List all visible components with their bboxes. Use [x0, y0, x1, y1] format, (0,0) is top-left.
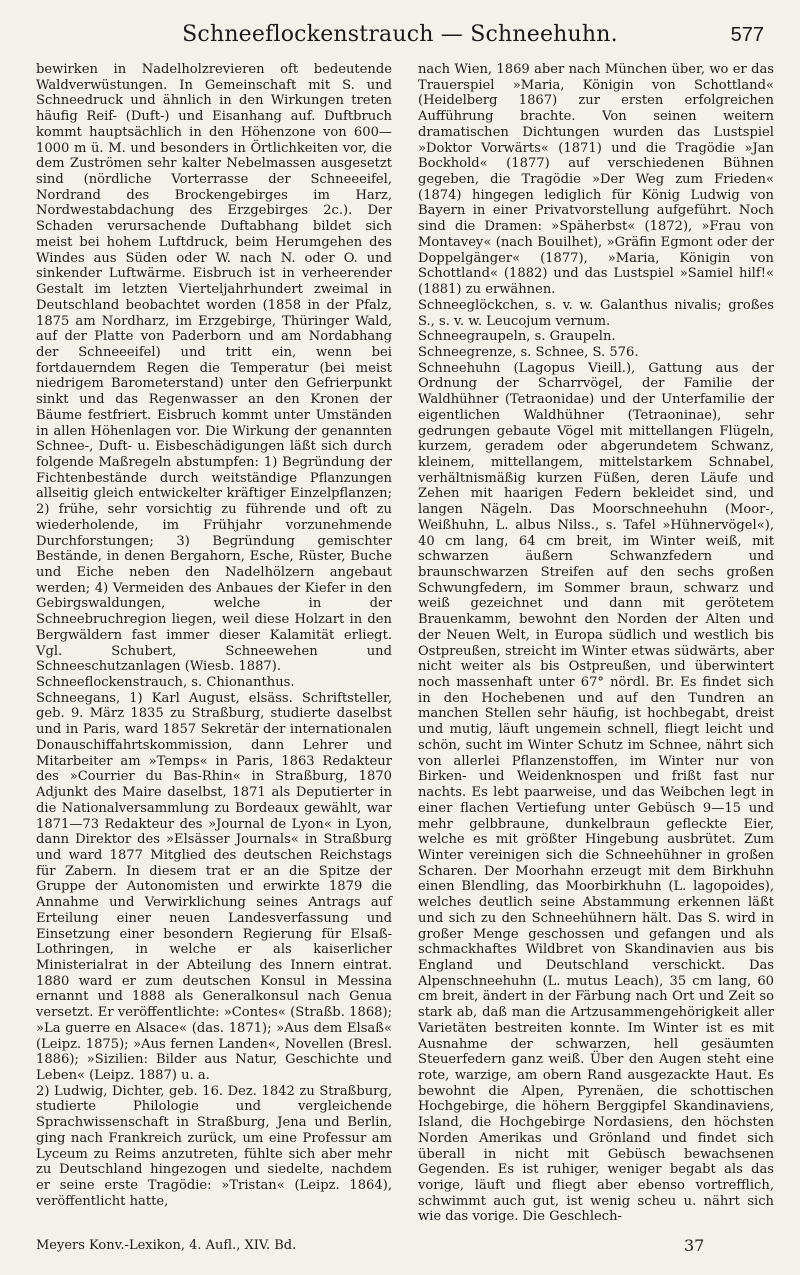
entry-schneegloeckchen: Schneeglöckchen, s. v. w. Galanthus nivalis; großes S., s. v. w. Leucojum vernum. [418, 297, 774, 329]
entry-schneeflockenstrauch: Schneeflockenstrauch, s. Chionanthus. [36, 675, 295, 691]
running-title: Schneeflockenstrauch — Schneehuhn. [182, 22, 618, 47]
signature-mark: 37 [684, 1236, 705, 1255]
entry-schneegraupeln: Schneegraupeln, s. Graupeln. [418, 329, 616, 345]
left-column [36, 62, 392, 1209]
entry-schneegans-karl-august: Schneegans, 1) Karl August, elsäss. Schriftsteller, geb. 9. März 1835 zu Straßburg, studierte daselbst und in Paris, ward 1857 Sekretär der internationalen Donauschiffahrtskommission, dann Lehrer und Mitarbeiter am »Temps« in Paris, 1863 Redakteur des »Courrier du Bas-Rhin« in Straßburg, 1870 Adjunkt des Maire daselbst, 1871 als Deputierter in die Nationalversammlung zu Bordeaux gewählt, war 1871—73 Redakteur des »Journal de Lyon« in Lyon, dann Direktor des »Elsässer Journals« in Straßburg und ward 1877 Mitglied des deutschen Reichstags für Zabern. In diesem trat er an die Spitze der Gruppe der Autonomisten und erwirkte 1879 die Annahme und Verwirklichung seines Antrags auf Erteilung einer neuen Landesverfassung und Einsetzung einer besondern Regierung für Elsaß-Lothringen, in welche er als kaiserlicher Ministerialrat in der Abteilung des Innern eintrat. 1880 ward er zum deutschen Konsul in Messina ernannt und 1888 als Generalkonsul nach Genua versetzt. Er veröffentlichte: »Contes« (Straßb. 1868); »La guerre en Alsace« (das. 1871); »Aus dem Elsaß« (Leipz. 1875); »Aus fernen Landen«, Novellen (Bresl. 1886); »Sizilien: Bilder aus Natur, Geschichte und Leben« (Leipz. 1887) u. a. [36, 690, 392, 1083]
page-header [0, 22, 800, 62]
right-column [418, 62, 774, 1225]
page-number: 577 [730, 24, 764, 46]
source-line: Meyers Konv.-Lexikon, 4. Aufl., XIV. Bd. [36, 1238, 297, 1253]
entry-continuation-ludwig: nach Wien, 1869 aber nach München über, wo er das Trauerspiel »Maria, Königin von Schottland« (Heidelberg 1867) zur ersten erfolgreichen Aufführung brachte. Von seinen weitern dramatischen Dichtungen wurden das Lustspiel »Doktor Vorwärts« (1871) und die Tragödie »Jan Bockhold« (1877) auf verschiedenen Bühnen gegeben, die Tragödie »Der Weg zum Frieden« (1874) hingegen lediglich für König Ludwig von Bayern in einer Privatvorstellung aufgeführt. Noch sind die Dramen: »Späherbst« (1872), »Frau von Montavey« (nach Bouilhet), »Gräfin Egmont oder der Doppelgänger« (1877), »Maria, Königin von Schottland« (1882) und das Lustspiel »Samiel hilf!« (1881) zu erwähnen. [418, 62, 774, 298]
entry-schneegrenze: Schneegrenze, s. Schnee, S. 576. [418, 344, 639, 360]
page-footer [36, 1238, 764, 1260]
entry-schneegans-ludwig: 2) Ludwig, Dichter, geb. 16. Dez. 1842 zu Straßburg, studierte Philologie und vergleichende Sprachwissenschaft in Straßburg, Jena und Berlin, ging nach Frankreich zurück, um eine Professur am Lyceum zu Reims anzutreten, fühlte sich aber mehr zu Deutschland hingezogen und siedelte, nachdem er seine erste Tragödie: »Tristan« (Leipz. 1864), veröffentlicht hatte, [36, 1083, 392, 1209]
entry-continuation-schnee: bewirken in Nadelholzrevieren oft bedeutende Waldverwüstungen. In Gemeinschaft mit S. und Schneedruck und ähnlich in den Wirkungen treten häufig Reif- (Duft-) und Eisanhang auf. Duftbruch kommt hauptsächlich in den Höhenzone von 600—1000 m ü. M. und besonders in Örtlichkeiten vor, die dem Zuströmen sehr kalter Nebelmassen ausgesetzt sind (nördliche Vorterrasse der Schneeeifel, Nordrand des Brockengebirges im Harz, Nordwestabdachung des Erzgebirges 2c.). Der Schaden verursachende Duftabhang bildet sich meist bei hohem Luftdruck, beim Herumgehen des Windes aus Süden oder W. nach N. oder O. und sinkender Luftwärme. Eisbruch ist in verheerender Gestalt im letzten Vierteljahrhundert zweimal in Deutschland beobachtet worden (1858 in der Pfalz, 1875 am Nordharz, im Erzgebirge, Thüringer Wald, auf der Platte von Paderborn und am Nordabhang der Schneeeifel) und tritt ein, wenn bei fortdauerndem Regen die Temperatur (bei meist niedrigem Barometerstand) unter den Gefrierpunkt sinkt und das Regenwasser an den Kronen der Bäume festfriert. Eisbruch kommt unter Umständen in allen Höhenlagen vor. Die Wirkung der genannten Schnee-, Duft- u. Eisbeschädigungen läßt sich durch folgende Maßregeln abstumpfen: 1) Begründung der Fichtenbestände durch weitständige Pflanzungen allseitig gleich entwickelter kräftiger Einzelpflanzen; 2) frühe, sehr vorsichtig zu führende und oft zu wiederholende, im Frühjahr vorzunehmende Durchforstungen; 3) Begründung gemischter Bestände, in denen Bergahorn, Esche, Rüster, Buche und Eiche neben den Nadelhölzern angebaut werden; 4) Vermeiden des Anbaues der Kiefer in den Gebirgswaldungen, welche in der Schneebruchregion liegen, weil diese Holzart in den Bergwäldern fast immer dieser Kalamität erliegt. Vgl. Schubert, Schneewehen und Schneeschutzanlagen (Wiesb. 1887). [36, 62, 392, 675]
entry-schneehuhn: Schneehuhn (Lagopus Vieill.), Gattung aus der Ordnung der Scharrvögel, der Familie der Waldhühner (Tetraonidae) und der Unterfamilie der eigentlichen Waldhühner (Tetraoninae), sehr gedrungen gebaute Vögel mit mittellangen Flügeln, kurzem, geradem oder abgerundetem Schwanz, kleinem, mittellangem, mittelstarkem Schnabel, verhältnismäßig kurzen Füßen, deren Läufe und Zehen mit haarigen Federn bekleidet sind, und langen Nägeln. Das Moorschneehuhn (Moor-, Weißhuhn, L. albus Nilss., s. Tafel »Hühnervögel«), 40 cm lang, 64 cm breit, im Winter weiß, mit schwarzen äußern Schwanzfedern und braunschwarzen Streifen auf den sechs großen Schwungfedern, im Sommer braun, schwarz und weiß gezeichnet und dann mit gerötetem Brauenkamm, bewohnt den Norden der Alten und der Neuen Welt, in Europa südlich und westlich bis Ostpreußen, streicht im Winter etwas südwärts, aber nicht weiter als bis Ostpreußen, und überwintert noch massenhaft unter 67° nördl. Br. Es findet sich in den Hochebenen und auf den Tundren an manchen Stellen sehr häufig, ist hochbegabt, dreist und mutig, läuft ungemein schnell, fliegt leicht und schön, sucht im Winter Schutz im Schnee, nährt sich von allerlei Pflanzenstoffen, im Winter nur von Birken- und Weidenknospen und frißt fast nur nachts. Es lebt paarweise, und das Weibchen legt in einer flachen Vertiefung unter Gebüsch 9—15 und mehr gelbbraune, dunkelbraun gefleckte Eier, welche es mit größter Hingebung ausbrütet. Zum Winter vereinigen sich die Schneehühner in großen Scharen. Der Moorhahn erzeugt mit dem Birkhuhn einen Blendling, das Moorbirkhuhn (L. lagopoides), welches deutlich seine Abstammung erkennen läßt und sich zu den Schneehühnern hält. Das S. wird in großer Menge geschossen und gefangen und als schmackhaftes Wildbret von Skandinavien aus bis England und Deutschland verschickt. Das Alpenschneehuhn (L. mutus Leach), 35 cm lang, 60 cm breit, ändert in der Färbung nach Ort und Zeit so stark ab, daß man die Artzusammengehörigkeit aller Varietäten bestreiten konnte. Im Winter ist es mit Ausnahme der schwarzen, hell gesäumten Steuerfedern ganz weiß. Über den Augen steht eine rote, warzige, am obern Rand ausgezackte Haut. Es bewohnt die Alpen, Pyrenäen, die schottischen Hochgebirge, die höhern Berggipfel Skandinaviens, Island, die Hochgebirge Nordasiens, den höchsten Norden Amerikas und Grönland und findet sich überall in nicht mit Gebüsch bewachsenen Gegenden. Es ist ruhiger, weniger begabt als das vorige, läuft und fliegt aber ebenso vortrefflich, schwimmt auch gut, ist wenig scheu u. nährt sich wie das vorige. Die Geschlech- [418, 360, 774, 1225]
